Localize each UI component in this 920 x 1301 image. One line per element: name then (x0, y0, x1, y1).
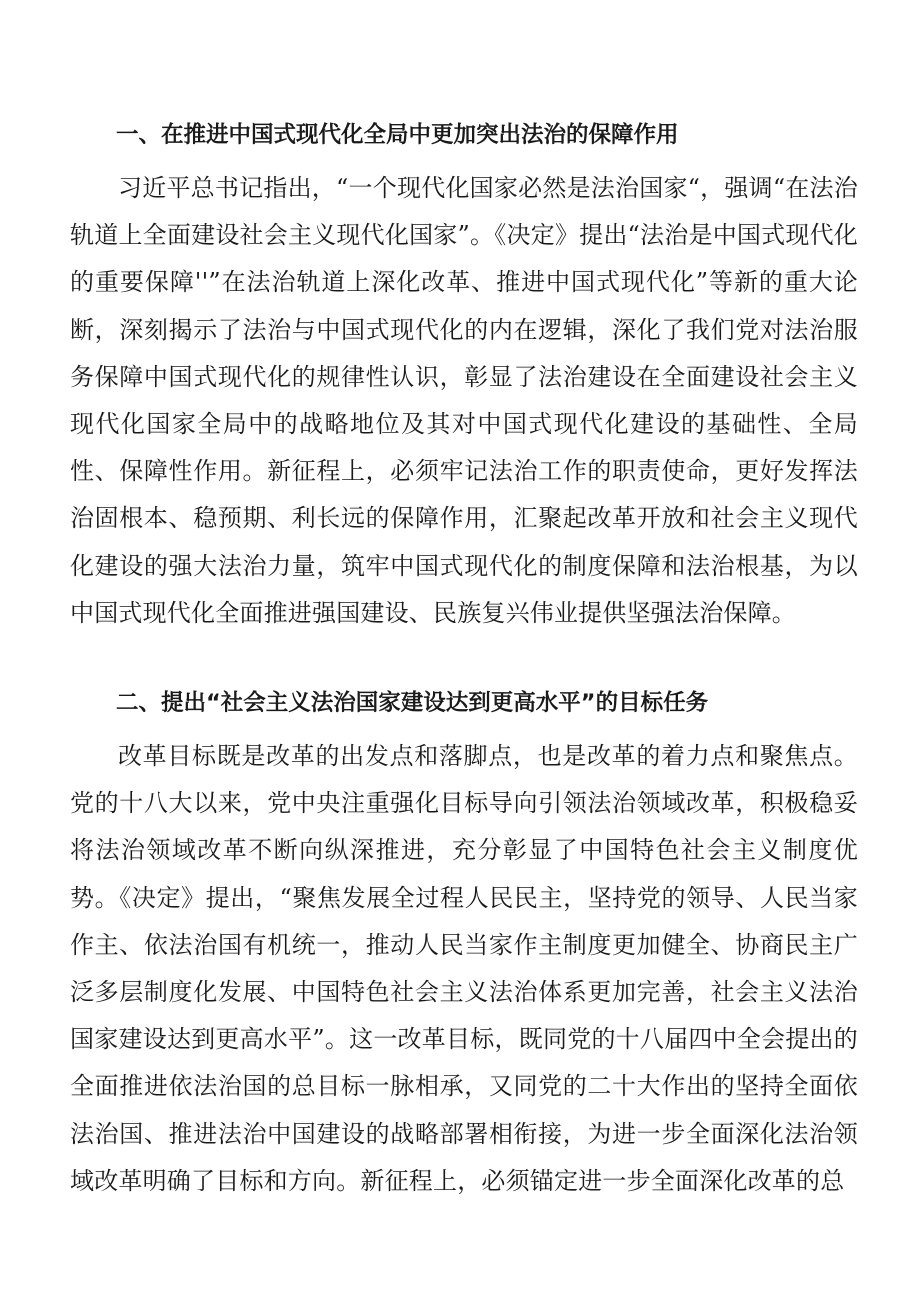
section2-paragraph: 改革目标既是改革的出发点和落脚点，也是改革的着力点和聚焦点。党的十八大以来，党中央注重强化目标导向引领法治领域改革，积极稳妥将法治领域改革不断向纵深推进，充分彰显了中国特色社会主义制度优势。《决定》提出，“聚焦发展全过程人民民主，坚持党的领导、人民当家作主、依法治国有机统一，推动人民当家作主制度更加健全、协商民主广泛多层制度化发展、中国特色社会主义法治体系更加完善，社会主义法治国家建设达到更高水平”。这一改革目标，既同党的十八届四中全会提出的全面推进依法治国的总目标一脉相承，又同党的二十大作出的坚持全面依法治国、推进法治中国建设的战略部署相衔接，为进一步全面深化法治领域改革明确了目标和方向。新征程上，必须锚定进一步全面深化改革的总 (70, 742, 858, 1195)
section2-heading: 二、提出“社会主义法治国家建设达到更高水平”的目标任务 (116, 690, 709, 716)
section1-paragraph: 习近平总书记指出，“一个现代化国家必然是法治国家“，强调“在法治轨道上全面建设社会主义现代化国家”。《决定》提出“法治是中国式现代化的重要保障''”在法治轨道上深化改革、推进中国式现代化”等新的重大论断，深刻揭示了法治与中国式现代化的内在逻辑，深化了我们党对法治服务保障中国式现代化的规律性认识，彰显了法治建设在全面建设社会主义现代化国家全局中的战略地位及其对中国式现代化建设的基础性、全局性、保障性作用。新征程上，必须牢记法治工作的职责使命，更好发挥法治固根本、稳预期、利长远的保障作用，汇聚起改革开放和社会主义现代化建设的强大法治力量，筑牢中国式现代化的制度保障和法治根基，为以中国式现代化全面推进强国建设、民族复兴伟业提供坚强法治保障。 (70, 174, 858, 627)
section1-heading: 一、在推进中国式现代化全局中更加突出法治的保障作用 (116, 122, 679, 148)
